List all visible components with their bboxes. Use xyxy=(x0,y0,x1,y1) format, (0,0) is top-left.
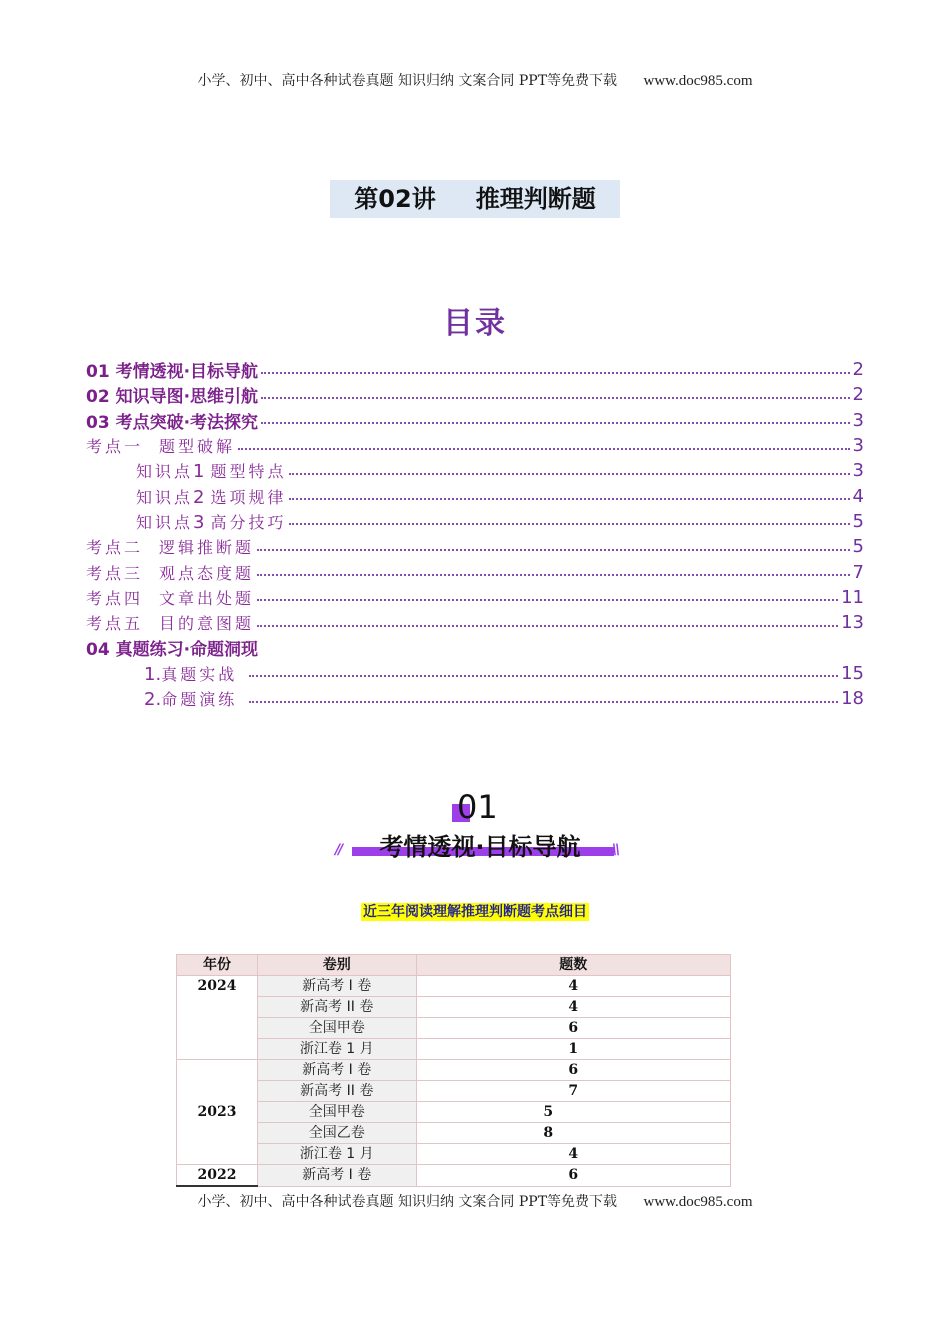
toc-leader-dots xyxy=(289,523,849,525)
toc-item-title: 逻辑推断题 xyxy=(159,538,255,558)
paper-cell: 新高考 I 卷 xyxy=(257,1165,416,1187)
toc-leader-dots xyxy=(261,372,850,374)
count-value: 5 xyxy=(543,1104,554,1120)
header-text: 小学、初中、高中各种试卷真题 知识归纳 文案合同 PPT等免费下载 xyxy=(197,73,618,89)
toc-page-number: 5 xyxy=(852,510,864,532)
toc-item-prefix: 考点四 xyxy=(86,588,144,608)
slash-decoration-icon: \\ xyxy=(612,842,619,858)
table-row xyxy=(177,1144,731,1165)
table-row xyxy=(177,1081,731,1102)
toc-leader-dots xyxy=(257,625,838,627)
section-banner xyxy=(330,790,630,870)
lecture-number: 第02讲 xyxy=(354,185,436,213)
paper-cell: 全国甲卷 xyxy=(257,1102,416,1123)
toc-item-label xyxy=(86,485,286,508)
toc-item-03[interactable] xyxy=(86,408,864,433)
toc-item-mingti-yanlian[interactable] xyxy=(86,686,864,711)
toc-item-prefix: 知识点 xyxy=(136,462,194,482)
toc-item-prefix: 考点二 xyxy=(86,538,144,558)
toc-item-label xyxy=(86,611,254,634)
toc-item-label: 03 考点突破·考法探究 xyxy=(86,412,259,433)
count-cell: 6 xyxy=(416,1165,730,1187)
header-site-link[interactable]: www.doc985.com xyxy=(643,73,753,89)
toc-item-label: 01 考情透视·目标导航 xyxy=(86,362,259,383)
toc-page-number: 5 xyxy=(852,536,864,558)
toc-heading: 目录 xyxy=(443,306,507,341)
column-header-year: 年份 xyxy=(177,955,258,976)
toc-item-prefix: 考点三 xyxy=(86,563,144,583)
paper-cell: 全国甲卷 xyxy=(257,1018,416,1039)
toc-item-number: 3 xyxy=(193,511,205,533)
table-row xyxy=(177,1123,731,1144)
toc-item-zhenti-shizhan[interactable] xyxy=(86,661,864,686)
toc-item-number: 2 xyxy=(193,486,205,508)
count-cell: 7 xyxy=(416,1081,730,1102)
paper-cell: 新高考 II 卷 xyxy=(257,1081,416,1102)
toc-leader-dots xyxy=(238,448,850,450)
table-header-row xyxy=(177,955,731,976)
toc-leader-dots xyxy=(257,574,850,576)
year-cell: 2024 xyxy=(177,976,258,1060)
table-row xyxy=(177,1102,731,1123)
toc-item-number: 1 xyxy=(193,461,205,483)
toc-leader-dots xyxy=(261,422,850,424)
year-cell: 2022 xyxy=(177,1165,258,1187)
toc-leader-dots xyxy=(249,701,838,703)
toc-page-number: 7 xyxy=(852,561,864,583)
table-caption-text: 近三年阅读理解推理判断题考点细目 xyxy=(363,904,587,920)
table-row xyxy=(177,1039,731,1060)
toc-item-kaodian-3[interactable] xyxy=(86,559,864,584)
paper-cell: 新高考 I 卷 xyxy=(257,1060,416,1081)
table-row xyxy=(177,976,731,997)
count-cell: 1 xyxy=(416,1039,730,1060)
paper-cell: 新高考 II 卷 xyxy=(257,997,416,1018)
toc-item-title: 题型特点 xyxy=(210,462,287,482)
toc-page-number: 2 xyxy=(852,384,864,406)
count-cell: 6 xyxy=(416,1060,730,1081)
section-number: 01 xyxy=(457,788,498,826)
toc-leader-dots xyxy=(249,675,838,677)
table-row xyxy=(177,997,731,1018)
toc-item-prefix: 知识点 xyxy=(136,487,194,507)
count-cell: 4 xyxy=(416,997,730,1018)
table-row xyxy=(177,1060,731,1081)
toc-leader-dots xyxy=(261,397,850,399)
toc-item-label: 02 知识导图·思维引航 xyxy=(86,387,259,408)
toc-item-prefix: 考点一 xyxy=(86,437,144,457)
toc-page-number: 3 xyxy=(852,435,864,457)
toc-leader-dots xyxy=(289,473,849,475)
toc-item-kaodian-5[interactable] xyxy=(86,610,864,635)
table-caption xyxy=(0,901,950,921)
toc-item-label xyxy=(86,510,286,533)
count-value: 8 xyxy=(543,1125,554,1141)
lecture-title xyxy=(330,180,620,218)
toc-item-title: 目的意图题 xyxy=(159,614,255,634)
count-cell: 4 xyxy=(416,1144,730,1165)
toc-page-number: 3 xyxy=(852,460,864,482)
toc-page-number: 2 xyxy=(852,359,864,381)
toc-item-label xyxy=(86,561,254,584)
section-title: 考情透视·目标导航 xyxy=(379,833,581,861)
toc-item-title: 文章出处题 xyxy=(159,588,255,608)
page-footer xyxy=(0,1191,950,1211)
table-row xyxy=(177,1165,731,1187)
toc-item-title: 命题演练 xyxy=(161,690,238,709)
table-of-contents xyxy=(86,357,864,711)
toc-item-zhishidian-2[interactable] xyxy=(86,483,864,508)
page-header xyxy=(0,70,950,90)
paper-cell: 浙江卷 1 月 xyxy=(257,1144,416,1165)
paper-cell: 全国乙卷 xyxy=(257,1123,416,1144)
footer-text: 小学、初中、高中各种试卷真题 知识归纳 文案合同 PPT等免费下载 xyxy=(197,1194,618,1210)
paper-cell: 新高考 I 卷 xyxy=(257,976,416,997)
toc-item-kaodian-2[interactable] xyxy=(86,534,864,559)
toc-item-label xyxy=(86,459,286,482)
toc-item-label xyxy=(86,662,237,685)
toc-page-number: 15 xyxy=(841,662,864,684)
count-cell xyxy=(416,1123,730,1144)
column-header-paper: 卷别 xyxy=(257,955,416,976)
lecture-topic: 推理判断题 xyxy=(475,185,596,213)
toc-item-title: 观点态度题 xyxy=(159,563,255,583)
toc-item-title: 高分技巧 xyxy=(210,512,287,532)
toc-item-number: 1. xyxy=(144,663,162,685)
toc-item-label xyxy=(86,586,254,609)
paper-cell: 浙江卷 1 月 xyxy=(257,1039,416,1060)
toc-item-kaodian-1[interactable] xyxy=(86,433,864,458)
slash-decoration-icon: // xyxy=(335,842,342,858)
exam-points-table xyxy=(176,954,731,1187)
toc-item-01[interactable] xyxy=(86,357,864,382)
column-header-count: 题数 xyxy=(416,955,730,976)
toc-page-number: 13 xyxy=(841,612,864,634)
toc-item-title: 真题实战 xyxy=(161,664,238,684)
toc-item-prefix: 考点五 xyxy=(86,614,144,634)
toc-leader-dots xyxy=(257,549,850,551)
toc-item-label xyxy=(86,434,235,457)
toc-item-number: 2. xyxy=(144,689,162,710)
toc-item-02[interactable] xyxy=(86,382,864,407)
year-cell: 2023 xyxy=(177,1060,258,1165)
count-cell: 4 xyxy=(416,976,730,997)
toc-page-number: 3 xyxy=(852,409,864,431)
toc-item-zhishidian-3[interactable] xyxy=(86,509,864,534)
toc-item-kaodian-4[interactable] xyxy=(86,585,864,610)
toc-leader-dots xyxy=(289,498,849,500)
toc-item-zhishidian-1[interactable] xyxy=(86,458,864,483)
count-cell: 6 xyxy=(416,1018,730,1039)
toc-leader-dots xyxy=(257,599,838,601)
footer-site-link[interactable]: www.doc985.com xyxy=(643,1194,753,1210)
toc-item-label xyxy=(86,535,254,558)
toc-page-number: 4 xyxy=(852,485,864,507)
toc-item-label xyxy=(86,687,237,710)
toc-item-04[interactable] xyxy=(86,635,864,660)
toc-page-number: 11 xyxy=(841,586,864,608)
toc-item-title: 题型破解 xyxy=(159,437,236,457)
table-row xyxy=(177,1018,731,1039)
toc-item-label: 04 真题练习·命题洞现 xyxy=(86,640,259,661)
toc-page-number: 18 xyxy=(841,688,864,709)
toc-item-title: 选项规律 xyxy=(210,487,287,507)
toc-item-prefix: 知识点 xyxy=(136,512,194,532)
count-cell xyxy=(416,1102,730,1123)
